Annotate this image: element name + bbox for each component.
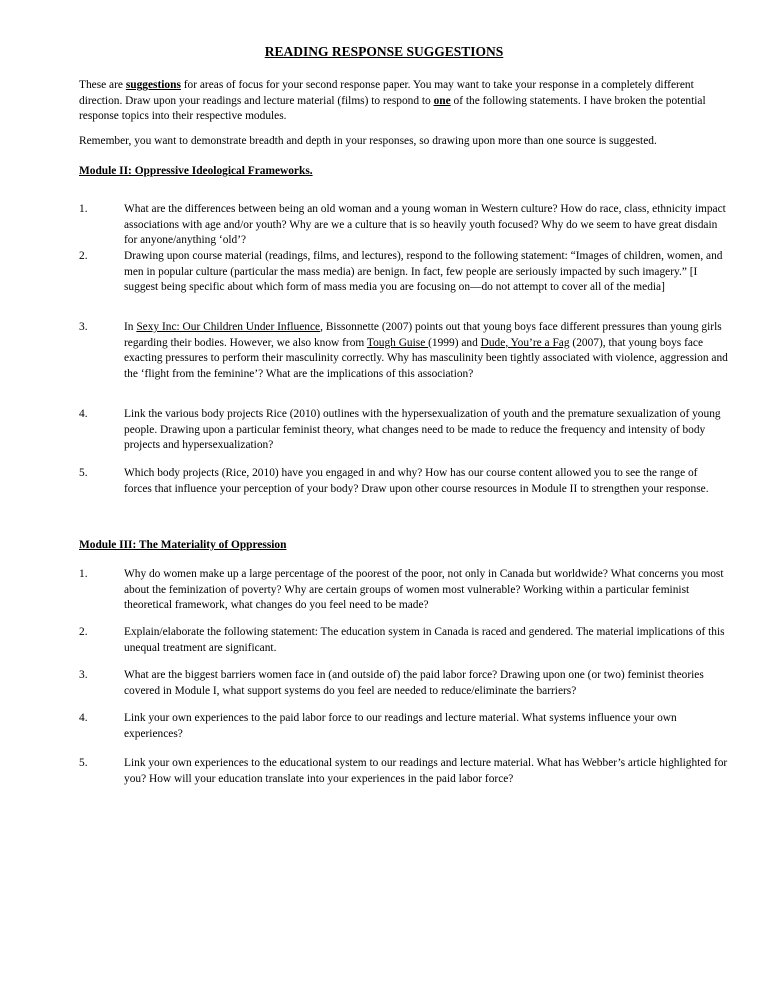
item-text: Link your own experiences to the paid labor force to our readings and lecture material. What systems influence your own experiences? xyxy=(124,712,677,740)
reminder-paragraph: Remember, you want to demonstrate breadth and depth in your responses, so drawing upon more than one source is suggested. xyxy=(79,135,657,147)
item-text: Why do women make up a large percentage of the poorest of the poor, not only in Canada but worldwide? What concerns you most about the feminization of poverty? Why are certain groups of women most vulnerable? Working within a particular feminist theoretical framework, what changes do you feel need to be made? xyxy=(124,568,724,611)
item-number: 3. xyxy=(79,321,88,333)
item-text: Link your own experiences to the educational system to our readings and lecture material. What has Webber’s article highlighted for you? How will your education translate into your experiences in the paid labor force? xyxy=(124,757,728,785)
item-text: What are the differences between being an old woman and a young woman in Western culture? How do race, class, ethnicity impact associations with age and/or youth? Why are we a culture that is so heavily youth focused? Why do we seem to have great disdain for anyone/anything ‘old’? xyxy=(124,203,726,246)
item-text: What are the biggest barriers women face in (and outside of) the paid labor force? Drawing upon one (or two) feminist theories covered in Module I, what support systems do you feel are needed to reduce/eliminate the barriers? xyxy=(124,669,704,697)
intro-paragraph xyxy=(79,78,719,125)
item-number: 5. xyxy=(79,467,88,479)
intro-text-c: of the following statements. I have broken the potential response topics into their respective modules. xyxy=(79,94,706,122)
item-number: 5. xyxy=(79,757,88,769)
item-number: 2. xyxy=(79,250,88,262)
film-title-tough-guise: Tough Guise xyxy=(366,336,429,349)
item-text: Explain/elaborate the following statement: The education system in Canada is raced and gendered. The material implications of this unequal treatment are significant. xyxy=(124,626,725,654)
module-2-heading: Module II: Oppressive Ideological Frameworks. xyxy=(79,165,313,177)
item-number: 4. xyxy=(79,408,88,420)
film-title-sexy-inc: Sexy Inc: Our Children Under Influence xyxy=(136,321,321,333)
item-number: 1. xyxy=(79,568,88,580)
item-number: 4. xyxy=(79,712,88,724)
intro-text-a: These are xyxy=(79,79,126,91)
item-text: In Sexy Inc: Our Children Under Influence, Bissonnette (2007) points out that young boys face different pressures than young girls regarding their bodies. However, we also know from Tough Guise (1999) and Dude, You’re a Fag (2007), that young boys face exacting pressures to perform their masculinity correctly. Why has masculinity been tightly associated with violence, aggression and the ‘flight from the feminine’? What are the implications of this association? xyxy=(124,321,728,380)
item-text: Drawing upon course material (readings, films, and lectures), respond to the following statement: “Images of children, women, and men in popular culture (particular the mass media) are benign. In fact, few people are seriously impacted by such imagery.” [I suggest being specific about which form of mass media you are focusing on—do not attempt to cover all of the media] xyxy=(124,250,723,293)
item-number: 1. xyxy=(79,203,88,215)
item-text: Which body projects (Rice, 2010) have you engaged in and why? How has our course content allowed you to see the range of forces that influence your perception of your body? Draw upon other course resources in Module II to strengthen your response. xyxy=(124,467,709,495)
page-title: READING RESPONSE SUGGESTIONS xyxy=(264,44,504,59)
intro-text-b: for areas of focus for your second response paper. You may want to take your response in a completely different direction. Draw upon your readings and lecture material (films) to respond to xyxy=(79,79,694,107)
item-number: 2. xyxy=(79,626,88,638)
item-text: Link the various body projects Rice (2010) outlines with the hypersexualization of youth and the premature sexualization of young people. Drawing upon a particular feminist theory, what changes need to be made to reduce the frequency and intensity of body projects and hypersexualization? xyxy=(124,408,721,451)
book-title-dude: Dude, You’re a Fag xyxy=(480,336,570,349)
item-number: 3. xyxy=(79,669,88,681)
intro-emphasis-suggestions: suggestions xyxy=(125,79,181,91)
intro-emphasis-one: one xyxy=(433,94,451,107)
module-3-heading: Module III: The Materiality of Oppression xyxy=(79,539,287,551)
